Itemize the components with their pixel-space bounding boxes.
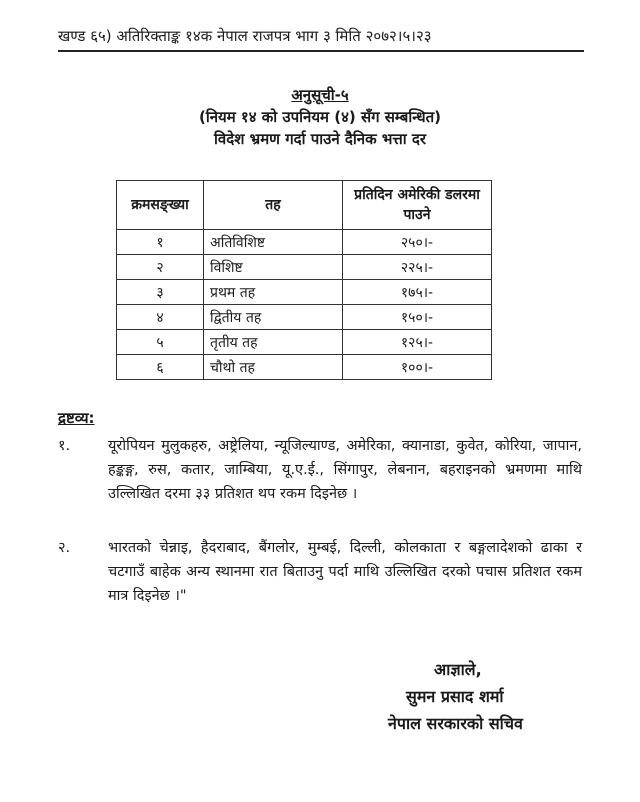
table-header-row xyxy=(117,181,492,230)
table-row xyxy=(117,255,492,280)
cell-rate: २२५।- xyxy=(343,255,492,280)
header-serial: क्रमसङ्ख्या xyxy=(117,181,204,230)
cell-serial: २ xyxy=(117,255,204,280)
cell-serial: ३ xyxy=(117,280,204,305)
allowance-table xyxy=(116,180,492,380)
schedule-heading: विदेश भ्रमण गर्दा पाउने दैनिक भत्ता दर xyxy=(214,130,426,148)
table-row xyxy=(117,230,492,255)
cell-serial: ४ xyxy=(117,305,204,330)
note-item xyxy=(58,536,582,608)
cell-level: प्रथम तह xyxy=(204,280,343,305)
table-row xyxy=(117,355,492,380)
schedule-title: अनुसूची-५ xyxy=(291,86,349,104)
notes-heading: द्रष्टव्य: xyxy=(58,409,95,427)
note-text: भारतको चेन्नाइ, हैदराबाद, बैंगलोर, मुम्बई, दिल्ली, कोलकाता र बङ्गलादेशको ढाका र चटगाउँ बाहेक अन्य स्थानमा रात बिताउनु पर्दा माथि उल्लिखित दरको पचास प्रतिशत रकम मात्र दिइनेछ ।" xyxy=(108,540,582,604)
cell-serial: ५ xyxy=(117,330,204,355)
cell-serial: १ xyxy=(117,230,204,255)
note-text: यूरोपियन मुलुकहरु, अष्ट्रेलिया, न्यूजिल्याण्ड, अमेरिका, क्यानाडा, कुवेत, कोरिया, जापान, हङ्कङ्ग, रुस, कतार, जाम्बिया, यू.ए.ई., सिंगापुर, लेबनान, बहराइनको भ्रमणमा माथि उल्लिखित दरमा ३३ प्रतिशत थप रकम दिइनेछ । xyxy=(108,438,582,502)
table-row xyxy=(117,280,492,305)
cell-serial: ६ xyxy=(117,355,204,380)
cell-rate: १००।- xyxy=(343,355,492,380)
cell-rate: १७५।- xyxy=(343,280,492,305)
page-header: खण्ड ६५) अतिरिक्ताङ्क १४क नेपाल राजपत्र भाग ३ मिति २०७२।५।२३ xyxy=(58,27,432,45)
cell-rate: १२५।- xyxy=(343,330,492,355)
cell-level: द्वितीय तह xyxy=(204,305,343,330)
note-item xyxy=(58,434,582,506)
signatory-title: नेपाल सरकारको सचिव xyxy=(388,714,523,733)
table-row xyxy=(117,305,492,330)
note-number: १. xyxy=(58,438,71,454)
signature-order-line: आज्ञाले, xyxy=(434,660,482,679)
header-level: तह xyxy=(204,181,343,230)
note-number: २. xyxy=(58,540,71,556)
signature-block xyxy=(388,656,588,737)
cell-rate: २५०।- xyxy=(343,230,492,255)
header-rule xyxy=(58,50,584,52)
title-block xyxy=(0,84,640,150)
cell-rate: १५०।- xyxy=(343,305,492,330)
cell-level: चौथो तह xyxy=(204,355,343,380)
table-row xyxy=(117,330,492,355)
cell-level: विशिष्ट xyxy=(204,255,343,280)
cell-level: तृतीय तह xyxy=(204,330,343,355)
schedule-subtitle: (नियम १४ को उपनियम (४) सँग सम्बन्धित) xyxy=(198,108,442,126)
header-rate: प्रतिदिन अमेरिकी डलरमा पाउने xyxy=(343,181,492,230)
signatory-name: सुमन प्रसाद शर्मा xyxy=(406,687,504,706)
cell-level: अतिविशिष्ट xyxy=(204,230,343,255)
